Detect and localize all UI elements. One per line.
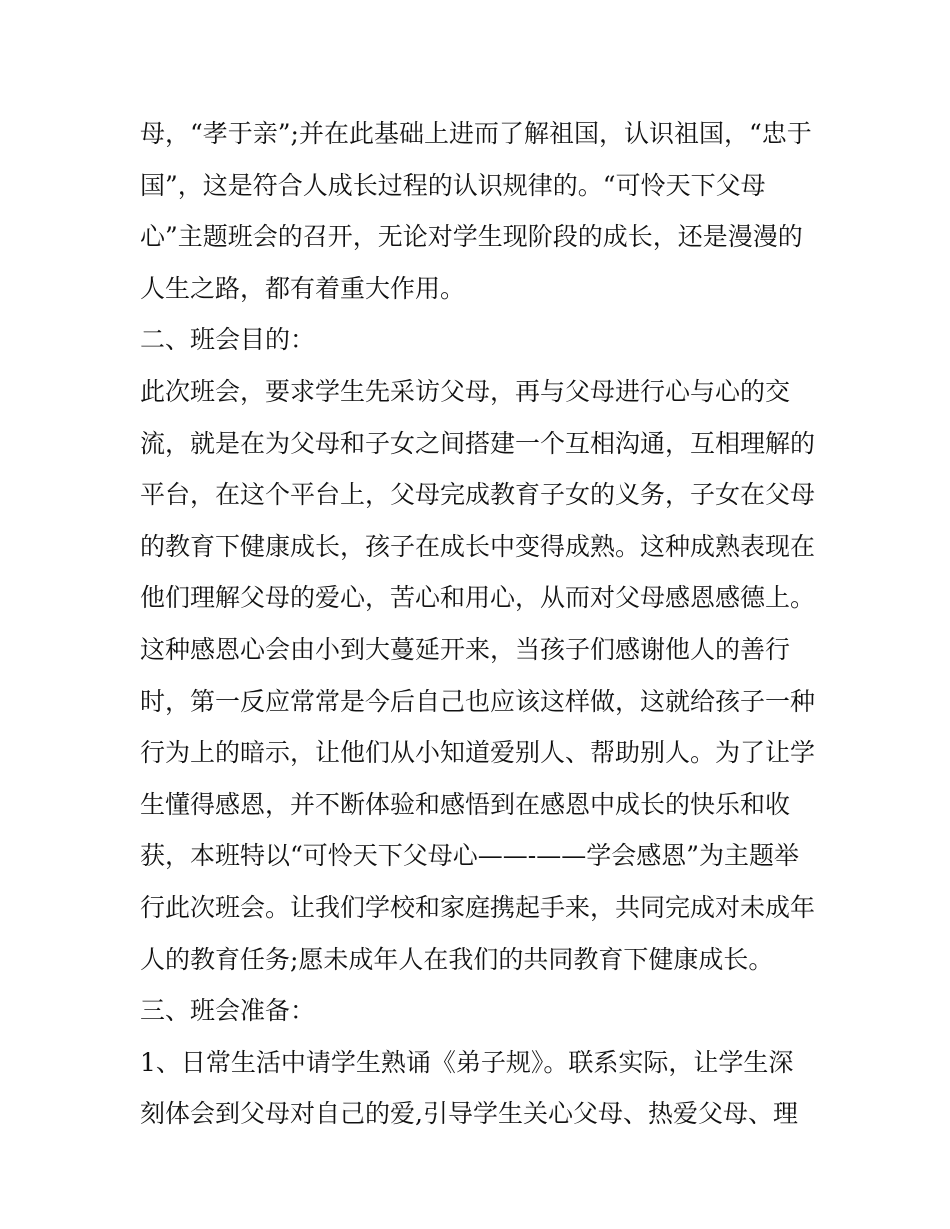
body-line: 获，本班特以“可怜天下父母心——-——学会感恩”为主题举 — [140, 841, 800, 871]
document-body — [140, 108, 820, 1140]
list-item-line: 刻体会到父母对自己的爱,引导学生关心父母、热爱父母、理 — [140, 1099, 798, 1129]
body-line: 平台，在这个平台上，父母完成教育子女的义务，子女在父母 — [140, 480, 816, 510]
body-line: 人生之路，都有着重大作用。 — [140, 273, 466, 303]
section-heading-preparation: 三、班会准备： — [140, 996, 316, 1026]
body-line: 这种感恩心会由小到大蔓延开来，当孩子们感谢他人的善行 — [140, 634, 791, 664]
body-line: 流，就是在为父母和子女之间搭建一个互相沟通，互相理解的 — [140, 428, 816, 458]
body-line: 行此次班会。让我们学校和家庭携起手来，共同完成对未成年 — [140, 892, 816, 922]
body-line: 国”，这是符合人成长过程的认识规律的。“可怜天下父母 — [140, 170, 766, 200]
body-line: 的教育下健康成长，孩子在成长中变得成熟。这种成熟表现在 — [140, 531, 816, 561]
body-line: 他们理解父母的爱心，苦心和用心，从而对父母感恩感德上。 — [140, 583, 816, 613]
body-line: 心”主题班会的召开，无论对学生现阶段的成长，还是漫漫的 — [140, 222, 803, 252]
body-line: 生懂得感恩，并不断体验和感悟到在感恩中成长的快乐和收 — [140, 789, 791, 819]
body-line: 母，“孝于亲”;并在此基础上进而了解祖国，认识祖国，“忠于 — [140, 119, 812, 148]
body-line: 行为上的暗示，让他们从小知道爱别人、帮助别人。为了让学 — [140, 738, 816, 768]
body-line: 时，第一反应常常是今后自己也应该这样做，这就给孩子一种 — [140, 686, 816, 716]
list-item-line: 1、日常生活中请学生熟诵《弟子规》。联系实际，让学生深 — [140, 1047, 794, 1077]
section-heading-objectives: 二、班会目的： — [140, 325, 316, 355]
body-line: 此次班会，要求学生先采访父母，再与父母进行心与心的交 — [140, 376, 791, 406]
body-line: 人的教育任务;愿未成年人在我们的共同教育下健康成长。 — [140, 944, 774, 974]
